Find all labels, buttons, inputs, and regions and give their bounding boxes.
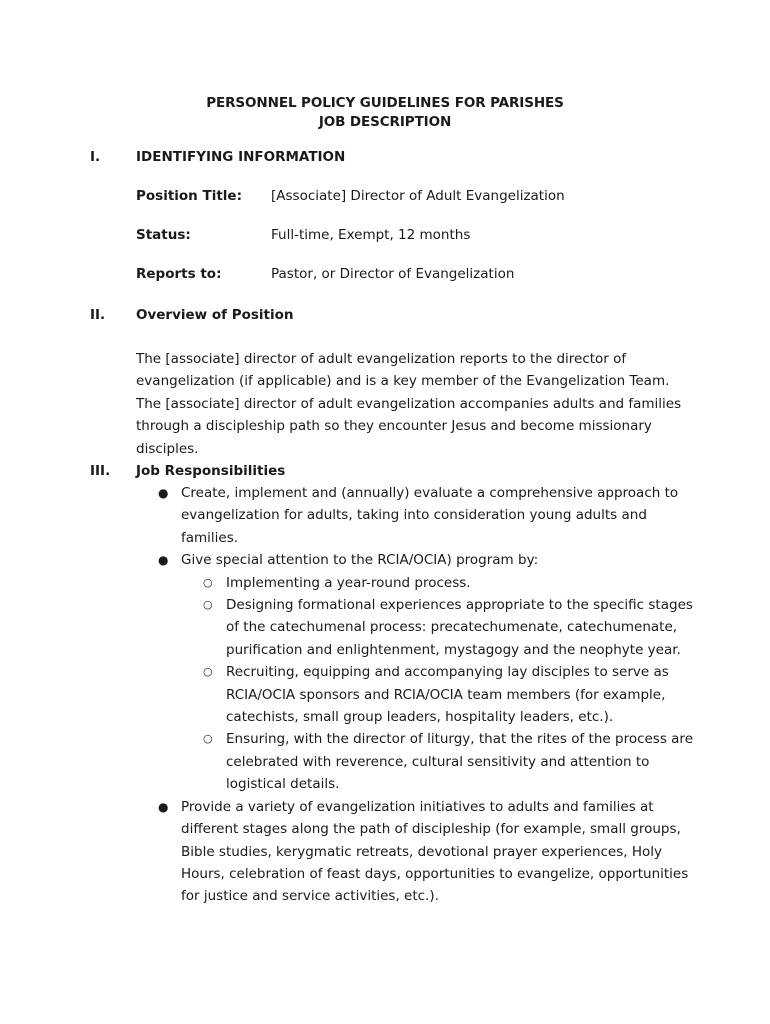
- reports-to-value: Pastor, or Director of Evangelization: [271, 266, 515, 282]
- list-item: [136, 796, 696, 908]
- status-value: Full-time, Exempt, 12 months: [271, 227, 471, 243]
- position-title-value: [Associate] Director of Adult Evangelization: [271, 188, 565, 204]
- reports-to-label: Reports to:: [136, 266, 222, 282]
- rcia-sub-list: [136, 572, 696, 796]
- sub-list-item: [181, 572, 696, 594]
- sub-list-item: [181, 661, 696, 728]
- sub-list-item-text: Implementing a year-round process.: [226, 574, 471, 591]
- list-item-text: Provide a variety of evangelization initiatives to adults and families at different stages along the path of discipleship (for example, small groups, Bible studies, kerygmatic retreats, devotional prayer experiences, Holy Hours, celebration of feast days, opportunities to evangelize, opportunities for justice and service activities, etc.).: [181, 798, 689, 905]
- section-2-title: Overview of Position: [136, 307, 294, 323]
- status-label: Status:: [136, 227, 191, 243]
- list-item-text: Give special attention to the RCIA/OCIA) program by:: [181, 552, 539, 569]
- bullet-icon: ●: [158, 553, 169, 568]
- section-1-title: IDENTIFYING INFORMATION: [136, 149, 346, 165]
- list-item: [136, 482, 696, 549]
- sub-list-item-text: Recruiting, equipping and accompanying lay disciples to serve as RCIA/OCIA sponsors and RCIA/OCIA team members (for example, catechists, small group leaders, hospitality leaders, etc.).: [226, 664, 669, 726]
- sub-list-item: [181, 728, 696, 795]
- section-3-number: III.: [90, 463, 111, 479]
- document-title: PERSONNEL POLICY GUIDELINES FOR PARISHES: [206, 95, 564, 111]
- document-subtitle: JOB DESCRIPTION: [318, 114, 452, 130]
- responsibilities-list: [136, 482, 696, 908]
- sub-bullet-icon: ○: [203, 732, 213, 746]
- position-title-label: Position Title:: [136, 188, 242, 204]
- sub-bullet-icon: ○: [203, 598, 213, 612]
- list-item-text: Create, implement and (annually) evaluate a comprehensive approach to evangelization for adults, taking into consideration young adults and families.: [181, 485, 679, 546]
- sub-bullet-icon: ○: [203, 665, 213, 679]
- section-3-title: Job Responsibilities: [136, 463, 286, 479]
- sub-list-item-text: Ensuring, with the director of liturgy, that the rites of the process are celebrated with reverence, cultural sensitivity and attention to logistical details.: [226, 731, 693, 793]
- bullet-icon: ●: [158, 486, 169, 500]
- sub-list-item-text: Designing formational experiences appropriate to the specific stages of the catechumenal process: precatechumenate, catechumenate, purification and enlightenment, mystagogy and the neophyte year.: [226, 597, 693, 658]
- section-1-number: I.: [90, 149, 101, 165]
- sub-list-item: [181, 594, 696, 661]
- overview-paragraph: The [associate] director of adult evangelization reports to the director of evangelization (if applicable) and is a key member of the Evangelization Team. The [associate] director of adult evangelization accompanies adults and families through a discipleship path so they encounter Jesus and become missionary disciples.: [136, 351, 682, 457]
- list-item: [136, 549, 696, 795]
- bullet-icon: ●: [158, 799, 169, 814]
- section-2-number: II.: [90, 307, 106, 323]
- sub-bullet-icon: ○: [203, 575, 213, 589]
